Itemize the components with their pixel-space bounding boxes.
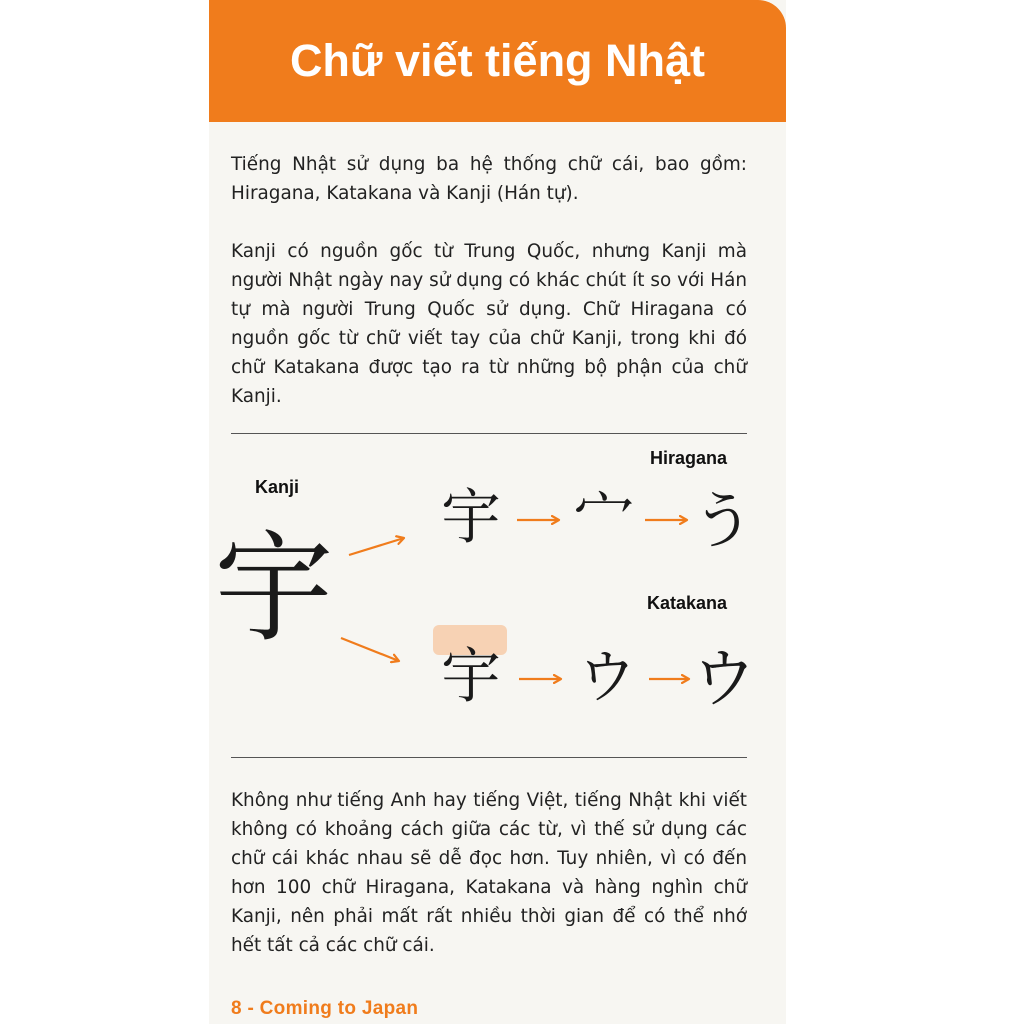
hiragana-step-2: 宀 — [574, 483, 634, 553]
divider-bottom — [231, 757, 747, 758]
arrow-right-icon — [341, 638, 399, 661]
divider-top — [231, 433, 747, 434]
katakana-step-1: 宇 — [441, 642, 501, 712]
paragraph-kanji-origin: Kanji có nguồn gốc từ Trung Quốc, nhưng Kanji mà người Nhật ngày nay sử dụng có khác chút ít so với Hán tự mà người Trung Quốc sử dụng. Chữ Hiragana có nguồn gốc từ chữ viết tay của chữ Kanji, trong khi đó chữ Katakana được tạo ra từ những bộ phận của chữ Kanji. — [231, 241, 747, 407]
writing-evolution-diagram — [209, 435, 786, 755]
paragraph-spacing-note: Không như tiếng Anh hay tiếng Việt, tiếng Nhật khi viết không có khoảng cách giữa các từ, vì thế sử dụng các chữ cái khác nhau sẽ dễ đọc hơn. Tuy nhiên, vì có đến hơn 100 chữ Hiragana, Katakana và hàng nghìn chữ Kanji, nên phải mất rất nhiều thời gian để có thể nhớ hết tất cả các chữ cái. — [231, 790, 747, 956]
katakana-step-3: ウ — [692, 643, 756, 717]
title-banner — [209, 0, 786, 122]
katakana-step-2: ウ — [577, 643, 637, 711]
arrow-right-icon — [349, 538, 404, 555]
kanji-character: 宇 — [214, 520, 334, 659]
diagram-drawing — [209, 435, 786, 755]
page-footer: 8 - Coming to Japan — [231, 998, 419, 1019]
kanji-label: Kanji — [255, 477, 300, 497]
page-title: Chữ viết tiếng Nhật — [289, 35, 706, 86]
katakana-label: Katakana — [647, 593, 728, 613]
hiragana-step-3: う — [691, 484, 755, 557]
hiragana-step-1: 宇 — [441, 483, 501, 553]
hiragana-label: Hiragana — [650, 448, 728, 468]
paragraph-intro: Tiếng Nhật sử dụng ba hệ thống chữ cái, bao gồm: Hiragana, Katakana và Kanji (Hán tự). — [231, 154, 747, 204]
